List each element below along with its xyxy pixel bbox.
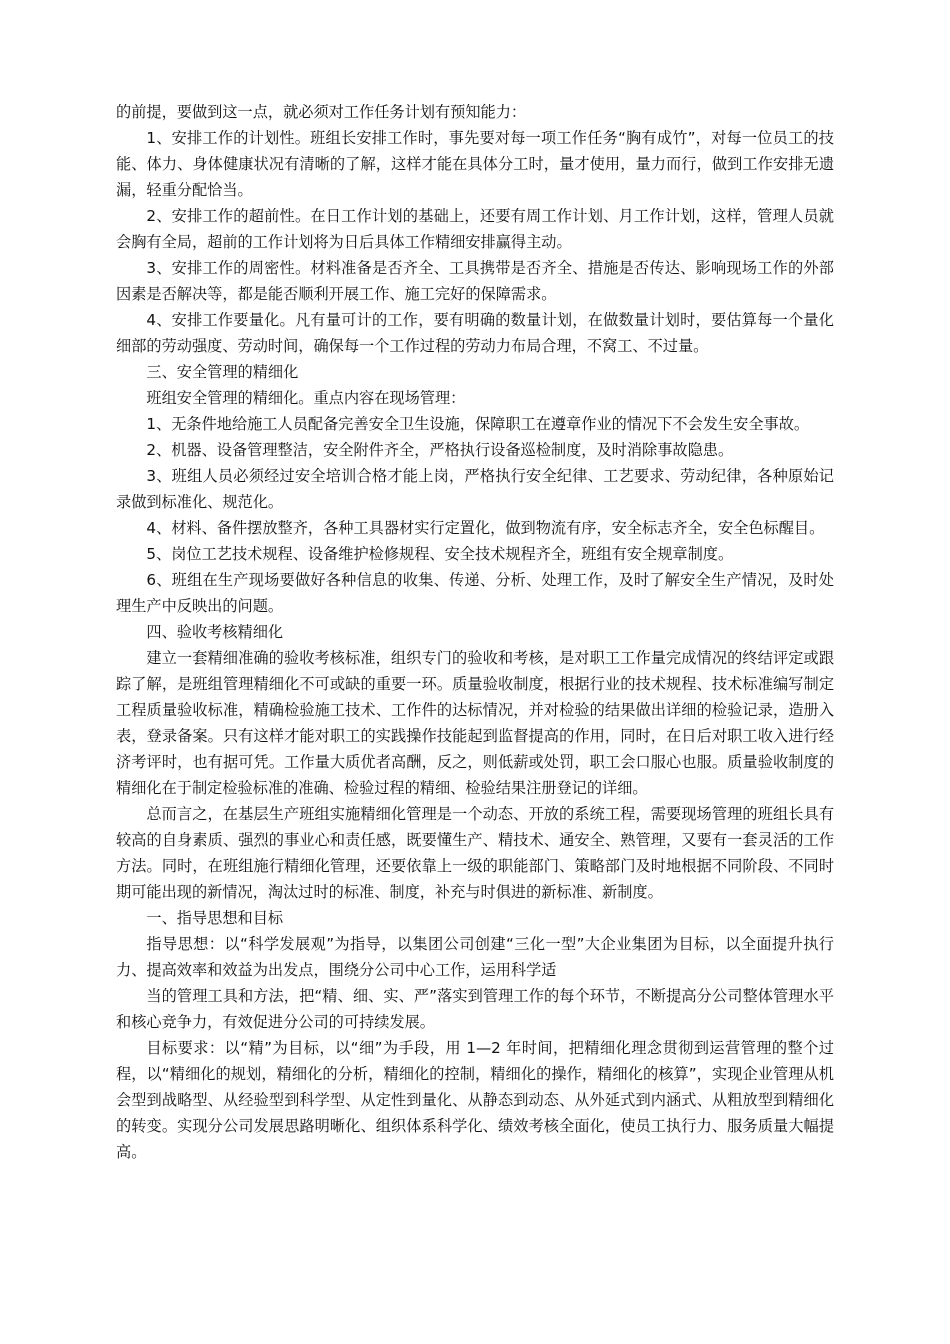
paragraph: 4、材料、备件摆放整齐，各种工具器材实行定置化，做到物流有序，安全标志齐全，安全色标醒目。 bbox=[146, 519, 825, 537]
paragraph: 3、安排工作的周密性。材料准备是否齐全、工具携带是否齐全、措施是否传达、影响现场工作的外部因素是否解决等，都是能否顺利开展工作、施工完好的保障需求。 bbox=[116, 259, 834, 303]
paragraph: 的前提，要做到这一点，就必须对工作任务计划有预知能力： bbox=[116, 103, 527, 121]
paragraph: 指导思想：以“科学发展观”为指导，以集团公司创建“三化一型”大企业集团为目标，以全面提升执行力、提高效率和效益为出发点，围绕分公司中心工作，运用科学适 bbox=[116, 935, 834, 979]
document-body bbox=[116, 99, 834, 1165]
section-heading: 一、指导思想和目标 bbox=[146, 909, 284, 927]
paragraph: 目标要求：以“精”为目标，以“细”为手段，用 1—2 年时间，把精细化理念贯彻到运营管理的整个过程，以“精细化的规划，精细化的分析，精细化的控制，精细化的操作，精细化的核算”，实现企业管理从机会型到战略型、从经验型到科学型、从定性到量化、从静态到动态、从外延式到内涵式、从粗放型到精细化的转变。实现分公司发展思路明晰化、组织体系科学化、绩效考核全面化，使员工执行力、服务质量大幅提高。 bbox=[116, 1039, 834, 1161]
paragraph: 6、班组在生产现场要做好各种信息的收集、传递、分析、处理工作，及时了解安全生产情况，及时处理生产中反映出的问题。 bbox=[116, 571, 834, 615]
paragraph: 4、安排工作要量化。凡有量可计的工作，要有明确的数量计划，在做数量计划时，要估算每一个量化细部的劳动强度、劳动时间，确保每一个工作过程的劳动力布局合理，不窝工、不过量。 bbox=[116, 311, 834, 355]
section-heading: 四、验收考核精细化 bbox=[146, 623, 284, 641]
paragraph: 2、机器、设备管理整洁，安全附件齐全，严格执行设备巡检制度，及时消除事故隐患。 bbox=[146, 441, 734, 459]
paragraph: 1、安排工作的计划性。班组长安排工作时，事先要对每一项工作任务“胸有成竹”，对每一位员工的技能、体力、身体健康状况有清晰的了解，这样才能在具体分工时，量才使用，量力而行，做到工作安排无遗漏，轻重分配恰当。 bbox=[116, 129, 834, 199]
paragraph: 5、岗位工艺技术规程、设备维护检修规程、安全技术规程齐全，班组有安全规章制度。 bbox=[146, 545, 734, 563]
paragraph: 2、安排工作的超前性。在日工作计划的基础上，还要有周工作计划、月工作计划，这样，管理人员就会胸有全局，超前的工作计划将为日后具体工作精细安排赢得主动。 bbox=[116, 207, 834, 251]
paragraph: 班组安全管理的精细化。重点内容在现场管理： bbox=[146, 389, 466, 407]
paragraph: 建立一套精细准确的验收考核标准，组织专门的验收和考核，是对职工工作量完成情况的终结评定或跟踪了解，是班组管理精细化不可或缺的重要一环。质量验收制度，根据行业的技术规程、技术标准编写制定工程质量验收标准，精确检验施工技术、工作件的达标情况，并对检验的结果做出详细的检验记录，造册入表，登录备案。只有这样才能对职工的实践操作技能起到监督提高的作用，同时，在日后对职工收入进行经济考评时，也有据可凭。工作量大质优者高酬，反之，则低薪或处罚，职工会口服心也服。质量验收制度的精细化在于制定检验标准的准确、检验过程的精细、检验结果注册登记的详细。 bbox=[116, 649, 834, 797]
paragraph: 3、班组人员必须经过安全培训合格才能上岗，严格执行安全纪律、工艺要求、劳动纪律，各种原始记录做到标准化、规范化。 bbox=[116, 467, 834, 511]
paragraph: 总而言之，在基层生产班组实施精细化管理是一个动态、开放的系统工程，需要现场管理的班组长具有较高的自身素质、强烈的事业心和责任感，既要懂生产、精技术、通安全、熟管理，又要有一套灵活的工作方法。同时，在班组施行精细化管理，还要依靠上一级的职能部门、策略部门及时地根据不同阶段、不同时期可能出现的新情况，淘汰过时的标准、制度，补充与时俱进的新标准、新制度。 bbox=[116, 805, 834, 901]
paragraph: 1、无条件地给施工人员配备完善安全卫生设施，保障职工在遵章作业的情况下不会发生安全事故。 bbox=[146, 415, 810, 433]
paragraph: 当的管理工具和方法，把“精、细、实、严”落实到管理工作的每个环节，不断提高分公司整体管理水平和核心竞争力，有效促进分公司的可持续发展。 bbox=[116, 987, 834, 1031]
section-heading: 三、安全管理的精细化 bbox=[146, 363, 299, 381]
